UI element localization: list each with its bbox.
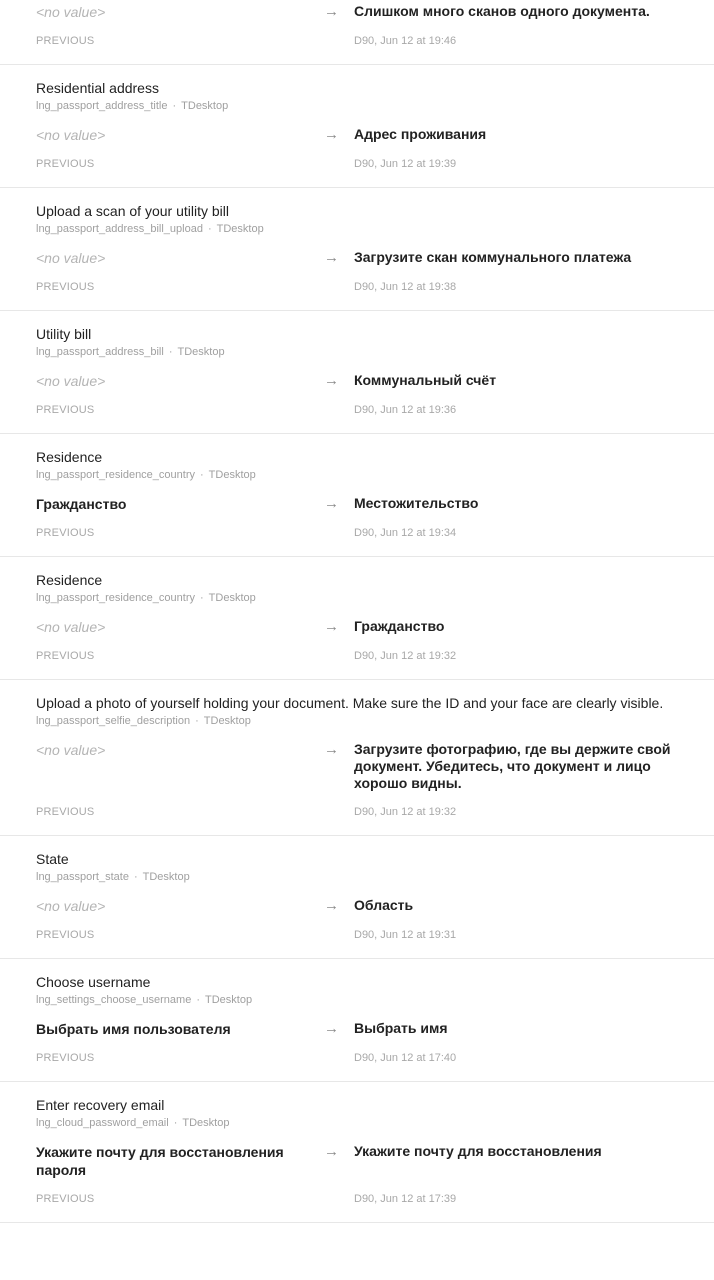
entry-change: [0, 126, 714, 144]
history-entry[interactable]: [0, 836, 714, 959]
entry-meta: [36, 345, 694, 359]
entry-footer: [0, 526, 714, 540]
entry-header: [0, 571, 714, 605]
entry-title: Enter recovery email: [36, 1097, 165, 1113]
meta-separator: ·: [200, 592, 204, 604]
new-value: Адрес проживания: [354, 126, 487, 142]
new-value: Выбрать имя: [354, 1020, 448, 1036]
entry-date: D90, Jun 12 at 19:46: [354, 35, 457, 47]
old-value: Выбрать имя пользователя: [36, 1021, 231, 1037]
meta-separator: ·: [173, 1117, 178, 1129]
entry-platform: TDesktop: [142, 871, 190, 883]
entry-meta: [36, 714, 694, 728]
entry-title: Residence: [36, 572, 103, 588]
entry-title: Residential address: [36, 80, 159, 96]
history-entry[interactable]: [0, 680, 714, 836]
new-value: Слишком много сканов одного документа.: [354, 3, 650, 19]
arrow-right-icon: →: [324, 1020, 339, 1037]
previous-label: PREVIOUS: [36, 1193, 95, 1205]
entry-key: lng_passport_selfie_description: [36, 715, 191, 727]
entry-footer: [0, 1192, 714, 1206]
entry-header: [0, 202, 714, 236]
entry-key: lng_cloud_password_email: [36, 1117, 169, 1129]
arrow-right-icon: →: [324, 126, 339, 143]
old-value: <no value>: [36, 250, 106, 266]
meta-separator: ·: [200, 469, 204, 481]
entry-date: D90, Jun 12 at 19:31: [354, 929, 457, 941]
meta-separator: ·: [172, 100, 177, 112]
entry-platform: TDesktop: [205, 994, 253, 1006]
entry-title: Choose username: [36, 974, 151, 990]
previous-label: PREVIOUS: [36, 650, 95, 662]
entry-date: D90, Jun 12 at 19:34: [354, 527, 457, 539]
entry-header: [0, 694, 714, 728]
new-value: Местожительство: [354, 495, 479, 511]
entry-header: [0, 448, 714, 482]
history-entry[interactable]: [0, 311, 714, 434]
history-entry[interactable]: [0, 557, 714, 680]
entry-header: [0, 850, 714, 884]
arrow-right-icon: →: [324, 618, 339, 635]
new-value: Загрузите скан коммунального платежа: [354, 249, 632, 265]
arrow-right-icon: →: [324, 3, 339, 20]
entry-footer: [0, 280, 714, 294]
entry-footer: [0, 157, 714, 171]
old-value: <no value>: [36, 4, 106, 20]
entry-platform: TDesktop: [181, 100, 229, 112]
previous-label: PREVIOUS: [36, 158, 95, 170]
entry-footer: [0, 34, 714, 48]
new-value: Гражданство: [354, 618, 445, 634]
entry-platform: TDesktop: [203, 715, 251, 727]
entry-change: [0, 618, 714, 636]
entry-meta: [36, 468, 694, 482]
meta-separator: ·: [133, 871, 138, 883]
entry-title: Utility bill: [36, 326, 92, 342]
old-value: <no value>: [36, 619, 106, 635]
previous-label: PREVIOUS: [36, 929, 95, 941]
previous-label: PREVIOUS: [36, 281, 95, 293]
entry-footer: [0, 928, 714, 942]
arrow-right-icon: →: [324, 249, 339, 266]
previous-label: PREVIOUS: [36, 1052, 95, 1064]
meta-separator: ·: [195, 715, 199, 727]
arrow-right-icon: →: [324, 372, 339, 389]
previous-label: PREVIOUS: [36, 527, 95, 539]
entry-change: [0, 897, 714, 915]
entry-key: lng_passport_address_bill_upload: [36, 223, 203, 235]
old-value: <no value>: [36, 127, 106, 143]
entry-meta: [36, 993, 694, 1007]
history-entry[interactable]: [0, 0, 714, 65]
entry-title: Upload a photo of yourself holding your document. Make sure the ID and your face are clearly visible.: [36, 695, 664, 711]
history-entry[interactable]: [0, 1082, 714, 1223]
entry-change: [0, 495, 714, 513]
old-value: <no value>: [36, 373, 106, 389]
old-value: Гражданство: [36, 496, 127, 512]
entry-platform: TDesktop: [182, 1117, 230, 1129]
entry-date: D90, Jun 12 at 19:39: [354, 158, 457, 170]
entry-date: D90, Jun 12 at 19:32: [354, 650, 457, 662]
entry-change: [0, 741, 714, 792]
entry-meta: [36, 222, 694, 236]
entry-footer: [0, 805, 714, 819]
entry-platform: TDesktop: [208, 469, 256, 481]
entry-key: lng_passport_state: [36, 871, 129, 883]
old-value: <no value>: [36, 742, 106, 758]
entry-footer: [0, 403, 714, 417]
old-value: <no value>: [36, 898, 106, 914]
entry-date: D90, Jun 12 at 19:36: [354, 404, 457, 416]
entry-title: State: [36, 851, 69, 867]
arrow-right-icon: →: [324, 1143, 339, 1160]
history-entry[interactable]: [0, 959, 714, 1082]
history-entry[interactable]: [0, 65, 714, 188]
entry-platform: TDesktop: [216, 223, 264, 235]
entry-date: D90, Jun 12 at 19:38: [354, 281, 457, 293]
entry-meta: [36, 870, 694, 884]
entry-platform: TDesktop: [177, 346, 225, 358]
arrow-right-icon: →: [324, 741, 339, 758]
entry-date: D90, Jun 12 at 19:32: [354, 806, 457, 818]
entry-header: [0, 1096, 714, 1130]
entry-key: lng_passport_address_title: [36, 100, 168, 112]
previous-label: PREVIOUS: [36, 806, 95, 818]
new-value: Загрузите фотографию, где вы держите свой документ. Убедитесь, что документ и лицо хорошо видны.: [354, 741, 671, 791]
meta-separator: ·: [207, 223, 212, 235]
new-value: Коммунальный счёт: [354, 372, 497, 388]
entry-header: [0, 325, 714, 359]
entry-key: lng_settings_choose_username: [36, 994, 192, 1006]
entry-change: [0, 3, 714, 21]
entry-change: [0, 1020, 714, 1038]
arrow-right-icon: →: [324, 495, 339, 512]
new-value: Область: [354, 897, 414, 913]
entry-change: [0, 1143, 714, 1179]
entry-title: Upload a scan of your utility bill: [36, 203, 229, 219]
entry-key: lng_passport_residence_country: [36, 592, 195, 604]
entry-meta: [36, 99, 694, 113]
arrow-right-icon: →: [324, 897, 339, 914]
entry-change: [0, 249, 714, 267]
entry-platform: TDesktop: [208, 592, 256, 604]
entry-header: [0, 973, 714, 1007]
entry-date: D90, Jun 12 at 17:40: [354, 1052, 457, 1064]
meta-separator: ·: [168, 346, 173, 358]
old-value: Укажите почту для восстановления пароля: [36, 1144, 284, 1178]
entry-header: [0, 79, 714, 113]
entry-footer: [0, 649, 714, 663]
entry-key: lng_passport_address_bill: [36, 346, 164, 358]
previous-label: PREVIOUS: [36, 35, 95, 47]
entry-change: [0, 372, 714, 390]
history-entry[interactable]: [0, 188, 714, 311]
entry-footer: [0, 1051, 714, 1065]
meta-separator: ·: [196, 994, 200, 1006]
entry-meta: [36, 1116, 694, 1130]
entry-title: Residence: [36, 449, 103, 465]
entry-key: lng_passport_residence_country: [36, 469, 195, 481]
history-entry[interactable]: [0, 434, 714, 557]
entry-meta: [36, 591, 694, 605]
new-value: Укажите почту для восстановления: [354, 1143, 602, 1159]
previous-label: PREVIOUS: [36, 404, 95, 416]
entry-date: D90, Jun 12 at 17:39: [354, 1193, 457, 1205]
